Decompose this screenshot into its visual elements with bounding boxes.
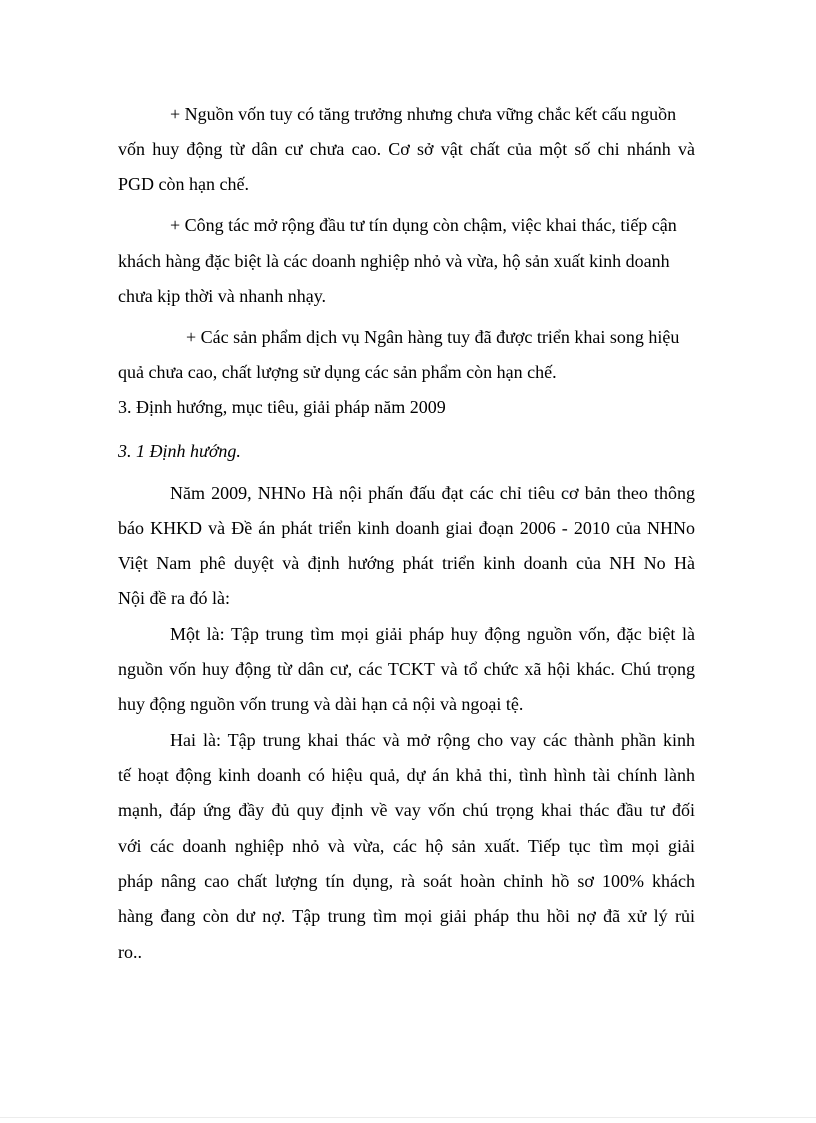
paragraph-line: pháp nâng cao chất lượng tín dụng, rà soát hoàn chỉnh hồ sơ 100% khách	[118, 871, 695, 891]
paragraph-line: Năm 2009, NHNo Hà nội phấn đấu đạt các chỉ tiêu cơ bản theo thông	[170, 483, 695, 503]
paragraph-line: chưa kịp thời và nhanh nhạy.	[118, 286, 327, 306]
paragraph-line: Một là: Tập trung tìm mọi giải pháp huy động nguồn vốn, đặc biệt là	[170, 624, 695, 644]
paragraph-line: ro..	[118, 942, 142, 962]
paragraph-line: nguồn vốn huy động từ dân cư, các TCKT và tổ chức xã hội khác. Chú trọng	[118, 659, 695, 679]
paragraph-line: với các doanh nghiệp nhỏ và vừa, các hộ sản xuất. Tiếp tục tìm mọi giải	[118, 836, 695, 856]
paragraph-line: Hai là: Tập trung khai thác và mở rộng cho vay các thành phần kinh	[170, 730, 695, 750]
paragraph-line: hàng đang còn dư nợ. Tập trung tìm mọi giải pháp thu hồi nợ đã xử lý rủi	[118, 906, 695, 926]
paragraph-line: báo KHKD và Đề án phát triển kinh doanh giai đoạn 2006 - 2010 của NHNo	[118, 518, 695, 538]
paragraph-line: + Công tác mở rộng đầu tư tín dụng còn chậm, việc khai thác, tiếp cận	[170, 215, 677, 235]
paragraph-line: Việt Nam phê duyệt và định hướng phát triển kinh doanh của NH No Hà	[118, 553, 695, 573]
paragraph-line: khách hàng đặc biệt là các doanh nghiệp nhỏ và vừa, hộ sản xuất kinh doanh	[118, 251, 670, 271]
paragraph-line: mạnh, đáp ứng đầy đủ quy định về vay vốn chú trọng khai thác đầu tư đối	[118, 800, 695, 820]
paragraph-line: quả chưa cao, chất lượng sử dụng các sản phẩm còn hạn chế.	[118, 362, 557, 382]
paragraph-line: huy động nguồn vốn trung và dài hạn cả nội và ngoại tệ.	[118, 694, 524, 714]
paragraph-line: + Các sản phẩm dịch vụ Ngân hàng tuy đã được triển khai song hiệu	[186, 327, 680, 347]
paragraph-line: + Nguồn vốn tuy có tăng trưởng nhưng chưa vững chắc kết cấu nguồn	[170, 104, 677, 124]
section-heading: 3. Định hướng, mục tiêu, giải pháp năm 2009	[118, 397, 446, 417]
paragraph-line: PGD còn hạn chế.	[118, 174, 249, 194]
paragraph-line: tế hoạt động kinh doanh có hiệu quả, dự án khả thi, tình hình tài chính lành	[118, 765, 695, 785]
paragraph-line: Nội đề ra đó là:	[118, 588, 230, 608]
paragraph-line: vốn huy động từ dân cư chưa cao. Cơ sở vật chất của một số chi nhánh và	[118, 139, 695, 159]
subsection-heading: 3. 1 Định hướng.	[118, 441, 241, 461]
page-bottom-divider	[0, 1117, 816, 1118]
